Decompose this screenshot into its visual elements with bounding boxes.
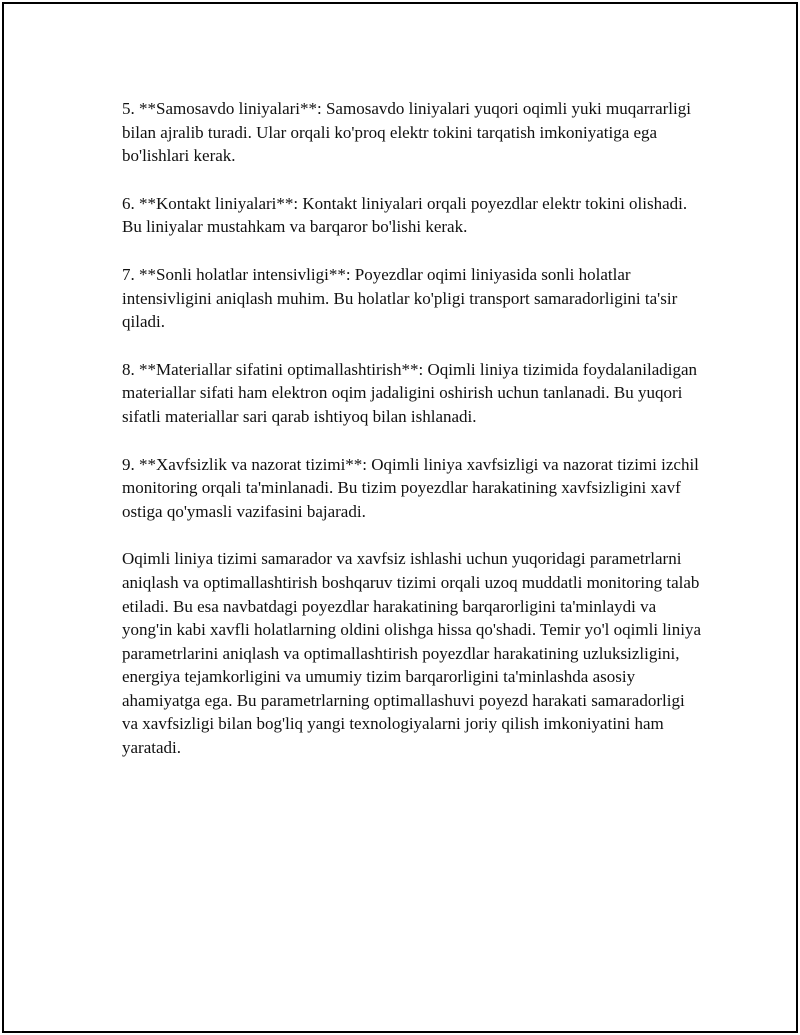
paragraph-conclusion: Oqimli liniya tizimi samarador va xavfsiz ishlashi uchun yuqoridagi parametrlarni aniqlash va optimallashtirish boshqaruv tizimi orqali uzoq muddatli monitoring talab etiladi. Bu esa navbatdagi poyezdlar harakatining barqarorligini ta'minlaydi va yong'in kabi xavfli holatlarning oldini olishga hissa qo'shadi. Temir yo'l oqimli liniya parametrlarini aniqlash va optimallashtirish poyezdlar harakatining uzluksizligini, energiya tejamkorligini va umumiy tizim barqarorligini ta'minlashda asosiy ahamiyatga ega. Bu parametrlarning optimallashuvi poyezd harakati samaradorligi va xavfsizligi bilan bog'liq yangi texnologiyalarni joriy qilish imkoniyatini ham yaratadi. — [122, 549, 702, 758]
paragraph-item-7: 7. **Sonli holatlar intensivligi**: Poyezdlar oqimi liniyasida sonli holatlar intensivligini aniqlash muhim. Bu holatlar ko'pligi transport samaradorligini ta'sir qiladi. — [122, 264, 678, 332]
paragraph-item-9: 9. **Xavfsizlik va nazorat tizimi**: Oqimli liniya xavfsizligi va nazorat tizimi izchil monitoring orqali ta'minlanadi. Bu tizim poyezdlar harakatining xavfsizligini xavf ostiga qo'ymasli vazifasini bajaradi. — [122, 454, 699, 521]
paragraph-item-5: 5. **Samosavdo liniyalari**: Samosavdo liniyalari yuqori oqimli yuki muqarrarligi bilan ajralib turadi. Ular orqali ko'proq elektr tokini tarqatish imkoniyatiga ega bo'lishlari kerak. — [122, 99, 691, 166]
paragraph-item-6: 6. **Kontakt liniyalari**: Kontakt liniyalari orqali poyezdlar elektr tokini olishadi. Bu liniyalar mustahkam va barqaror bo'lishi kerak. — [122, 193, 688, 237]
document-body — [122, 97, 702, 784]
page-frame — [2, 2, 798, 1033]
paragraph-item-8: 8. **Materiallar sifatini optimallashtirish**: Oqimli liniya tizimida foydalaniladigan materiallar sifati ham elektron oqim jadaligini oshirish uchun tanlanadi. Bu yuqori sifatli materiallar sari qarab ishtiyoq bilan ishlanadi. — [122, 359, 698, 426]
